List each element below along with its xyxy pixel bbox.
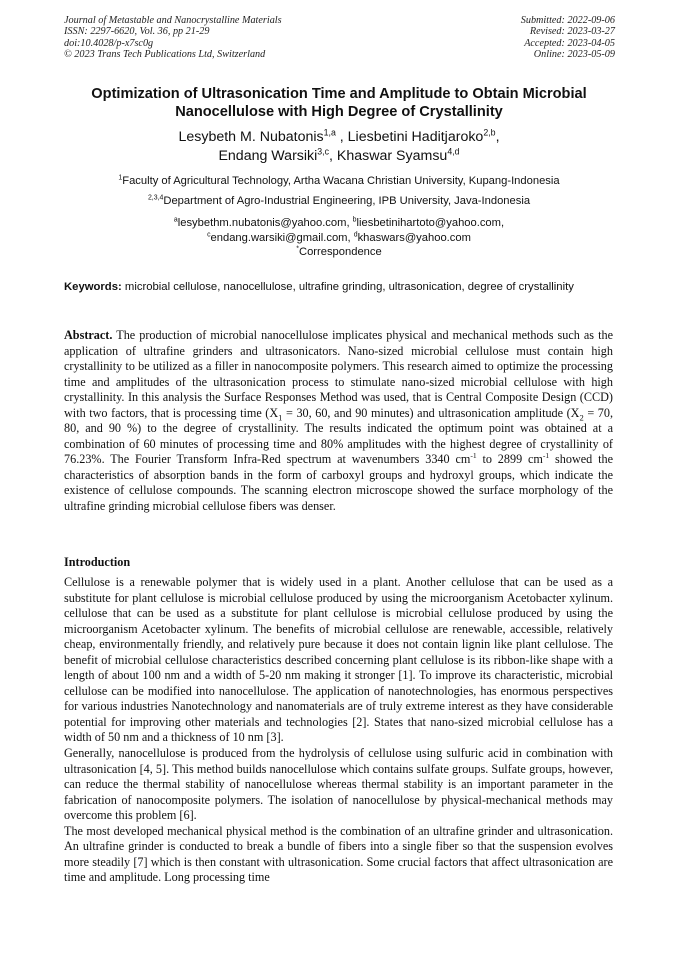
email-b[interactable]: liesbetinihartoto@yahoo.com, <box>356 217 505 229</box>
email-line-1: $^a$lesybethm.nubatonis@yahoo.com, $^b$liesbetinihartoto@yahoo.com, <box>173 216 505 229</box>
keywords-text: microbial cellulose, nanocellulose, ultrafine grinding, ultrasonication, degree of crystallinity <box>124 281 574 293</box>
affiliation-1-sup: 1 <box>118 174 123 182</box>
date-revised: Revised: 2023-03-27 <box>529 26 615 38</box>
abstract: Abstract. The production of microbial nanocellulose implicates physical and mechanical methods such as the application of ultrafine grinders and ultrasonicators. Nano-sized microbial cellulose must contain high crystallinity to be utilized as a filler in nanocomposite polymers. This research aimed to optimize the processing time and amplitudes of the ultrasonication process to stimulate nano-sized microbial cellulose with high crystallinity. In this analysis the Surface Responses Method was used, that is Central Composite Design (CCD) with two factors, that is processing time ($X_1 = 30$, 60, and 90 minutes) and ultrasonication amplitude ($X_2 = 70$, 80, and 90 %) to the degree of crystallinity. The results indicated the optimum point was obtained at a combination of 60 minutes of processing time and 80% amplitudes with the highest degree of crystallinity of 76.23%. The Fourier Transform Infra-Red spectrum at wavenumbers 3340 $cm^{-1}$ to 2899 $cm^{-1}$ showed the characteristics of absorption bands in the form of carboxyl groups and hydroxyl groups, which indicate the existence of cellulose compounds. The scanning electron microscope showed the surface morphology of the ultrafine grinding microbial cellulose fibers was denser. <box>64 328 614 514</box>
correspondence-note: *Correspondence <box>296 245 382 259</box>
author-4: Khaswar Syamsu <box>336 148 448 164</box>
author-1: Lesybeth M. Nubatonis <box>178 129 324 145</box>
affiliation-2-text: Department of Agro-Industrial Engineering, IPB University, Java-Indonesia <box>163 195 531 207</box>
abstract-label: Abstract. <box>64 328 113 342</box>
email-line-2: $^c$endang.warsiki@gmail.com, $^d$khaswars@yahoo.com <box>207 230 471 244</box>
affiliation-2-sup: 2,3,4 <box>147 194 164 202</box>
journal-copyright: © 2023 Trans Tech Publications Ltd, Switzerland <box>64 48 266 60</box>
email-block <box>40 216 638 260</box>
author-list <box>40 128 638 166</box>
title-line-1: Optimization of Ultrasonication Time and Amplitude to Obtain Microbial <box>91 86 587 102</box>
introduction-body <box>64 575 613 886</box>
author-line-2: Endang Warsiki$^{3,c}$, Khaswar Syamsu$^{4,d}$ <box>218 146 460 164</box>
intro-paragraph-2: Generally, nanocellulose is produced from the hydrolysis of cellulose using sulfuric acid in combination with ultrasonication [4, 5]. This method builds nanocellulose which contains sulfate groups. Sulfate groups, however, can reduce the thermal stability of nanocellulose whereas thermal stability is an important parameter in the fabrication of nanocomposite polymers. The isolation of nanocellulose by physical-mechanical methods may overcome this problem [6]. <box>64 746 613 823</box>
intro-paragraph-3: The most developed mechanical physical method is the combination of an ultrafine grinder and ultrasonication. An ultrafine grinder is conducted to break a bundle of fibers into a single fiber so that the suspension evolves more steadily [7] which is then constant with ultrasonication. Some crucial factors that affect ultrasonication are time and amplitude. Long processing time <box>64 823 613 885</box>
dates-header <box>521 15 615 60</box>
title-line-2: Nanocellulose with High Degree of Crystallinity <box>175 103 503 120</box>
email-c[interactable]: endang.warsiki@gmail.com, <box>210 231 351 244</box>
paper-title <box>40 86 638 121</box>
author-4-sup: 4,d <box>447 146 460 157</box>
author-3-sup: 3,c <box>317 146 330 157</box>
date-submitted: Submitted: 2022-09-06 <box>520 15 615 26</box>
author-3: Endang Warsiki <box>218 148 318 164</box>
affiliation-1 <box>40 174 638 188</box>
email-a[interactable]: lesybethm.nubatonis@yahoo.com, <box>177 217 350 229</box>
journal-issn: ISSN: 2297-6620, Vol. 36, pp 21-29 <box>64 26 210 38</box>
journal-header <box>64 15 282 60</box>
introduction-heading: Introduction <box>64 555 131 569</box>
keywords <box>64 281 613 294</box>
date-accepted: Accepted: 2023-04-05 <box>524 37 615 49</box>
author-2: Liesbetini Haditjaroko <box>347 129 484 145</box>
affiliation-2 <box>40 194 638 208</box>
intro-paragraph-1: Cellulose is a renewable polymer that is widely used in a plant. Another cellulose that can be used as a substitute for plant cellulose is microbial cellulose produced by using the microorganism Acetobacter xylinum. cellulose that can be used as a substitute for plant cellulose is microbial cellulose produced by using the microorganism Acetobacter xylinum. The benefits of microbial cellulose are renewable, accessible, relatively cheap, environmentally friendly, and relatively pure because it does not contain lignin like plant cellulose. The benefit of microbial cellulose characteristics described concerning plant cellulose is its ribbon-like shape with a length of about 100 nm and a width of 5-20 nm making it stronger [1]. To improve its characteristic, microbial cellulose can be modified into nanocellulose. The application of nanotechnologies, has enormous perspectives for various industries Nanotechnology and nanomaterials are of truly extreme interest as they have considerable potential for improving other materials and technologies [2]. States that nano-sized microbial cellulose has a width of 50 nm and a thickness of 10 nm [3]. <box>64 575 613 745</box>
email-d[interactable]: khaswars@yahoo.com <box>357 231 471 244</box>
journal-name: Journal of Metastable and Nanocrystalline Materials <box>64 15 282 26</box>
author-line-1: Lesybeth M. Nubatonis$^{1,a}$ , Liesbetini Haditjaroko$^{2,b}$, <box>178 127 500 145</box>
journal-doi: doi:10.4028/p-x7sc0g <box>64 37 154 49</box>
affiliation-1-text: Faculty of Agricultural Technology, Artha Wacana Christian University, Kupang-Indonesia <box>122 175 560 187</box>
keywords-label: Keywords: <box>64 281 122 293</box>
author-2-sup: 2,b <box>483 127 496 138</box>
date-online: Online: 2023-05-09 <box>533 48 615 60</box>
author-1-sup: 1,a <box>323 127 336 138</box>
